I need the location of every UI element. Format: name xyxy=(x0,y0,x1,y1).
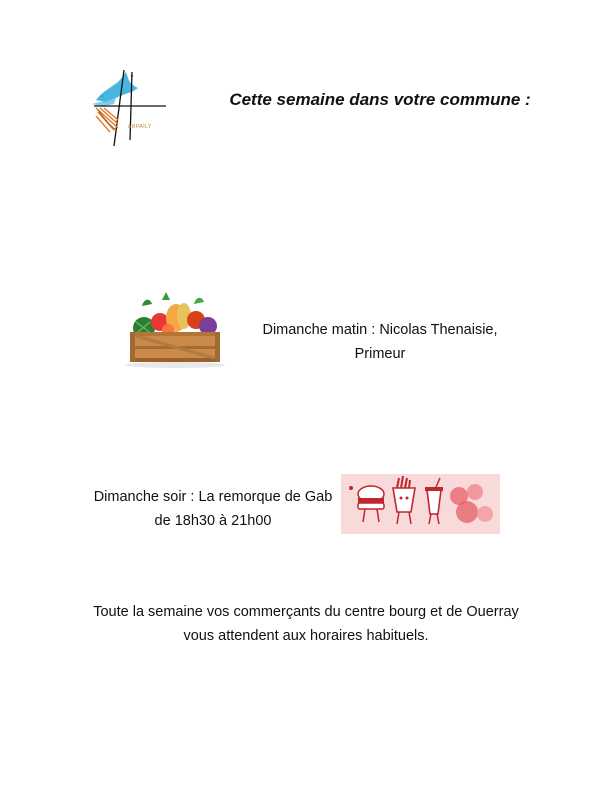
page-title: Cette semaine dans votre commune : xyxy=(229,90,531,109)
weekly-shops-notice: Toute la semaine vos commerçants du centre bourg et de Ouerray vous attendent aux horaires habituels. xyxy=(93,604,519,644)
event-sunday-evening-text: Dimanche soir : La remorque de Gab de 18h30 à 21h00 xyxy=(93,489,333,529)
food-truck-illustration-icon xyxy=(341,474,500,534)
event-sunday-morning-text: Dimanche matin : Nicolas Thenaisie, Primeur xyxy=(262,322,498,362)
vegetable-crate-icon xyxy=(122,292,228,370)
logo-label: ARPAILY xyxy=(128,124,152,130)
commune-logo-icon xyxy=(88,68,170,150)
